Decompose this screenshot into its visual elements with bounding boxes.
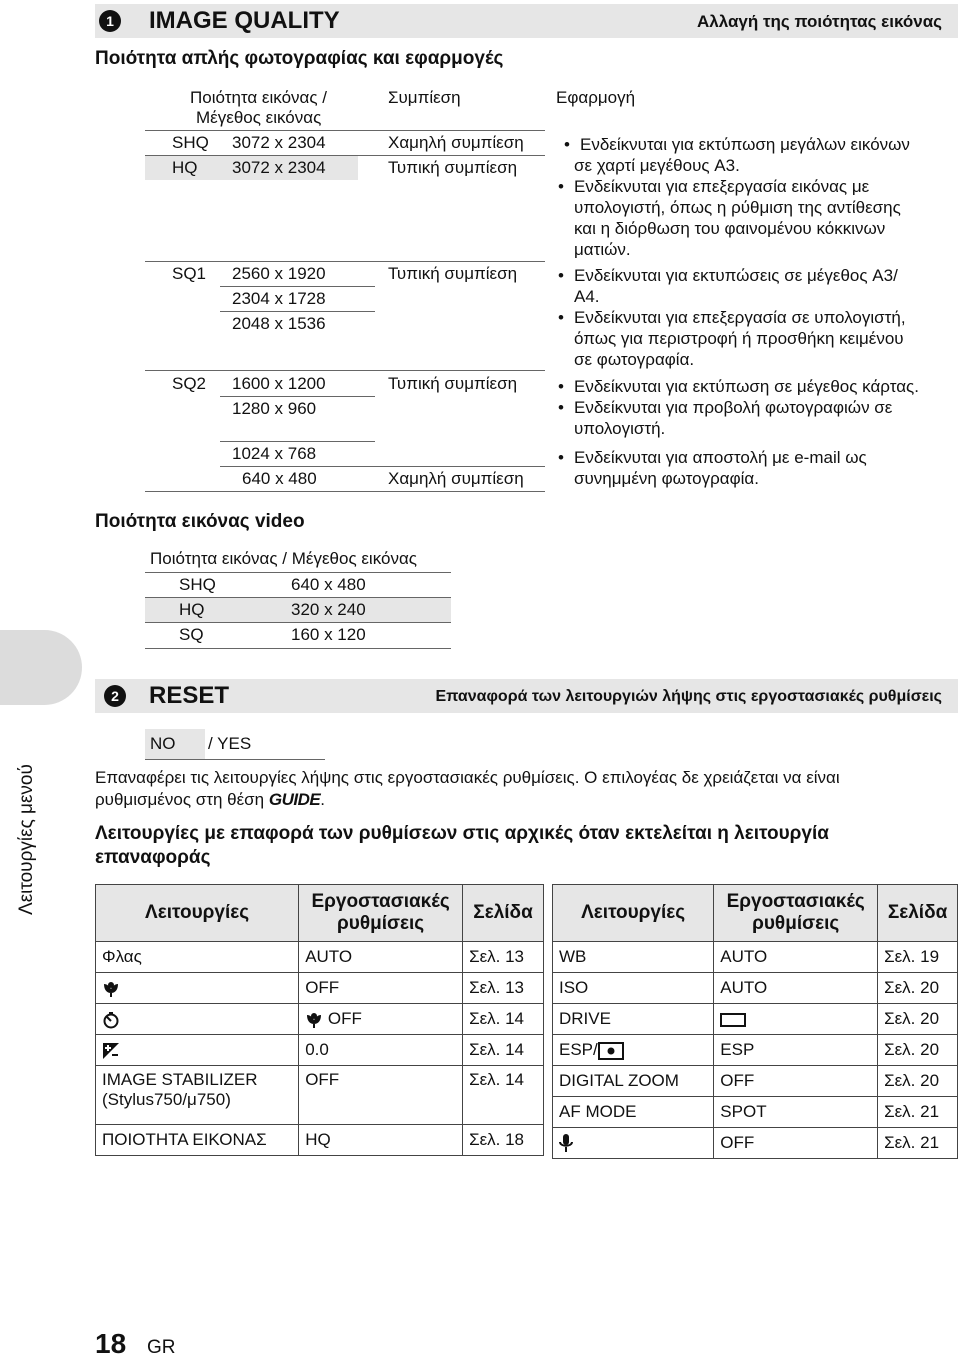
- reset-description-line2: ρυθμισμένος στη θέση GUIDE.: [95, 790, 325, 809]
- col-page: Σελίδα: [878, 885, 958, 942]
- table-row: IMAGE STABILIZER (Stylus750/μ750) OFF Σελ. 14: [96, 1066, 544, 1125]
- video-row-size: 160 x 120: [291, 625, 366, 644]
- page-number: 18: [95, 1328, 127, 1359]
- application-bullet: • Ενδείκνυται για εκτύπωση μεγάλων εικόνων: [564, 135, 910, 154]
- table-row: ESP/ ESP Σελ. 20: [553, 1035, 958, 1066]
- side-section-label: Λειτουργίες μενού: [16, 764, 37, 915]
- section1-title: IMAGE QUALITY: [149, 7, 340, 34]
- section-number-badge: 2: [104, 685, 126, 707]
- row-compression: Τυπική συμπίεση: [388, 158, 518, 177]
- application-bullet: • Ενδείκνυται για εκτυπώσεις σε μέγεθος A3/ A4.: [558, 266, 898, 306]
- col-page: Σελίδα: [463, 885, 544, 942]
- table-row: DIGITAL ZOOM OFF Σελ. 20: [553, 1066, 958, 1097]
- reset-functions-heading: Λειτουργίες με επαφορά των ρυθμίσεων στις αρχικές όταν εκτελείται η λειτουργία: [95, 823, 829, 844]
- application-bullet-cont: σε χαρτί μεγέθους A3.: [574, 156, 740, 175]
- table-row: Φλας AUTO Σελ. 13: [96, 942, 544, 973]
- section2-header: [95, 679, 958, 713]
- option-no: NO: [150, 734, 176, 753]
- table-row: 0.0 Σελ. 14: [96, 1035, 544, 1066]
- table-row: WB AUTO Σελ. 19: [553, 942, 958, 973]
- guide-mode-label: GUIDE: [268, 790, 321, 809]
- exposure-compensation-icon: [102, 1042, 120, 1060]
- video-col-header: Ποιότητα εικόνας / Μέγεθος εικόνας: [150, 549, 417, 568]
- col-functions: Λειτουργίες: [96, 885, 299, 942]
- application-bullet: • Ενδείκνυται για προβολή φωτογραφιών σε υπολογιστή.: [558, 398, 893, 438]
- row-compression: Τυπική συμπίεση: [388, 374, 518, 393]
- language-code: GR: [147, 1337, 176, 1358]
- video-row-size: 640 x 480: [291, 575, 366, 594]
- row-size: 1024 x 768: [232, 444, 317, 463]
- section1-subtitle: Αλλαγή της ποιότητας εικόνας: [696, 12, 942, 31]
- application-bullet: • Ενδείκνυται για αποστολή με e-mail ως συνημμένη φωτογραφία.: [558, 448, 867, 488]
- table-row: ISO AUTO Σελ. 20: [553, 973, 958, 1004]
- photo-quality-heading: Ποιότητα απλής φωτογραφίας και εφαρμογές: [95, 48, 504, 69]
- row-compression: Τυπική συμπίεση: [388, 264, 518, 283]
- application-bullet: • Ενδείκνυται για επεξεργασία εικόνας με υπολογιστή, όπως η ρύθμιση της αντίθεσης και η διόρθωση του φαινομένου κόκκινων ματιών.: [558, 177, 901, 259]
- row-size: 3072 x 2304: [232, 133, 326, 152]
- video-row-quality: SQ: [179, 625, 204, 644]
- row-size: 3072 x 2304: [232, 158, 326, 177]
- row-size: 1600 x 1200: [232, 374, 326, 393]
- col-factory-settings: Εργοστασιακές ρυθμίσεις: [714, 885, 878, 942]
- table-row: OFF Σελ. 14: [96, 1004, 544, 1035]
- section2-subtitle: Επαναφορά των λειτουργιών λήψης στις εργοστασιακές ρυθμίσεις: [435, 688, 942, 705]
- section1-header: [95, 4, 958, 38]
- table-row: OFF Σελ. 13: [96, 973, 544, 1004]
- reset-table-right: [552, 884, 958, 1159]
- section-number-badge: 1: [99, 10, 121, 32]
- row-quality: SHQ: [172, 133, 209, 152]
- row-size: 1280 x 960: [232, 399, 317, 418]
- macro-flower-icon: [102, 980, 120, 998]
- col-quality-header-2: Μέγεθος εικόνας: [196, 108, 322, 127]
- self-timer-icon: [102, 1011, 120, 1029]
- microphone-icon: [559, 1133, 573, 1153]
- reset-table-left: [95, 884, 544, 1156]
- table-row: AF MODE SPOT Σελ. 21: [553, 1097, 958, 1128]
- application-bullet: • Ενδείκνυται για εκτύπωση σε μέγεθος κάρτας.: [558, 377, 919, 396]
- video-row-size: 320 x 240: [291, 600, 366, 619]
- single-drive-icon: [720, 1012, 746, 1028]
- side-tab: [0, 630, 82, 705]
- col-compression-header: Συμπίεση: [388, 88, 461, 107]
- row-quality: HQ: [172, 158, 198, 177]
- reset-functions-heading-2: επαναφοράς: [95, 847, 211, 868]
- row-size: 2560 x 1920: [232, 264, 326, 283]
- option-yes: / YES: [208, 734, 252, 753]
- macro-flower-icon: [305, 1011, 323, 1029]
- col-functions: Λειτουργίες: [553, 885, 714, 942]
- row-compression: Χαμηλή συμπίεση: [388, 469, 524, 488]
- row-size: 640 x 480: [242, 469, 317, 488]
- table-row: OFF Σελ. 21: [553, 1128, 958, 1159]
- table-row: DRIVE Σελ. 20: [553, 1004, 958, 1035]
- col-factory-settings: Εργοστασιακές ρυθμίσεις: [299, 885, 463, 942]
- row-quality: SQ1: [172, 264, 207, 283]
- video-row-quality: HQ: [179, 600, 205, 619]
- video-quality-heading: Ποιότητα εικόνας video: [95, 511, 305, 532]
- application-bullet: • Ενδείκνυται για επεξεργασία σε υπολογιστή, όπως για περιστροφή ή προσθήκη κειμένου σε φωτογραφία.: [558, 308, 906, 369]
- section2-title: RESET: [149, 682, 230, 709]
- row-compression: Χαμηλή συμπίεση: [388, 133, 524, 152]
- row-size: 2048 x 1536: [232, 314, 326, 333]
- spot-metering-icon: [598, 1042, 624, 1060]
- row-quality: SQ2: [172, 374, 207, 393]
- table-row: ΠΟΙΟΤΗΤΑ ΕΙΚΟΝΑΣ HQ Σελ. 18: [96, 1125, 544, 1156]
- video-row-quality: SHQ: [179, 575, 216, 594]
- reset-description: Επαναφέρει τις λειτουργίες λήψης στις εργοστασιακές ρυθμίσεις. Ο επιλογέας δε χρειάζεται να είναι: [95, 768, 840, 787]
- row-size: 2304 x 1728: [232, 289, 326, 308]
- col-quality-header: Ποιότητα εικόνας /: [190, 88, 327, 107]
- col-application-header: Εφαρμογή: [556, 88, 636, 107]
